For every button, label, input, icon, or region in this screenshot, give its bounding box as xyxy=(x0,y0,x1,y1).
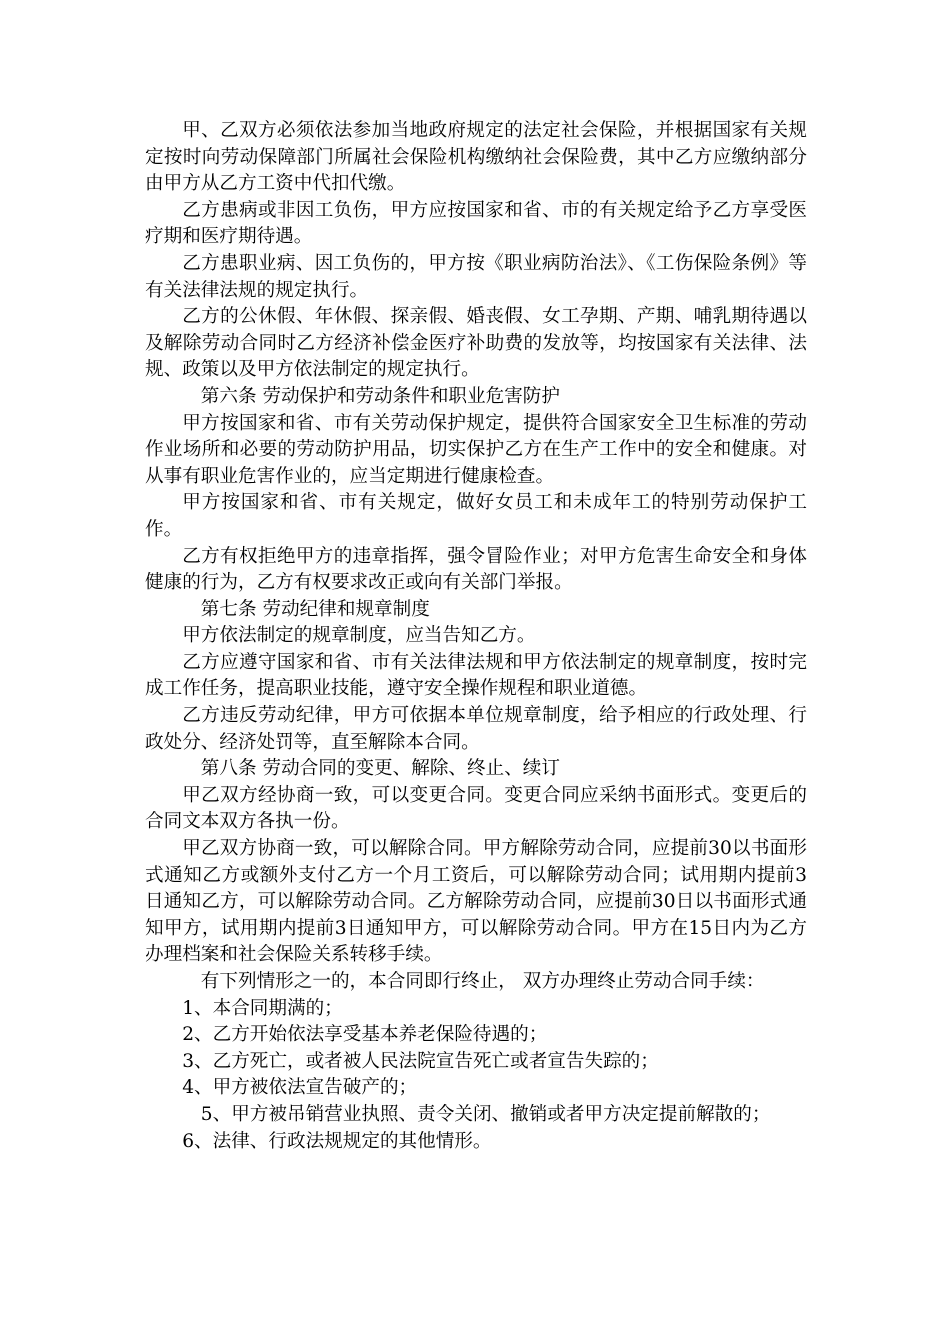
paragraph-female-workers: 甲方按国家和省、市有关规定，做好女员工和未成年工的特别劳动保护工作。 xyxy=(145,492,807,540)
paragraph-contract-change: 甲乙双方经协商一致，可以变更合同。变更合同应采纳书面形式。变更后的合同文本双方各执一份。 xyxy=(145,784,807,833)
document-body xyxy=(145,118,807,1155)
list-item-6: 6、法律、行政法规规定的其他情形。 xyxy=(182,1130,492,1152)
paragraph-discipline-violation: 乙方违反劳动纪律，甲方可依据本单位规章制度，给予相应的行政处理、行政处分、经济处罚等，直至解除本合同。 xyxy=(145,705,807,753)
paragraph-contract-termination: 甲乙双方协商一致，可以解除合同。甲方解除劳动合同，应提前30以书面形式通知乙方或额外支付乙方一个月工资后，可以解除劳动合同；试用期内提前3日通知乙方，可以解除劳动合同。乙方解除劳动合同，应提前30日以书面形式通知甲方，试用期内提前3日通知甲方，可以解除劳动合同。甲方在15日内为乙方办理档案和社会保险关系转移手续。 xyxy=(145,838,807,966)
paragraph-sick-leave: 乙方患病或非因工负伤，甲方应按国家和省、市的有关规定给予乙方享受医疗期和医疗期待遇。 xyxy=(145,199,807,248)
list-item-1: 1、本合同期满的； xyxy=(182,997,343,1019)
paragraph-holidays: 乙方的公休假、年休假、探亲假、婚丧假、女工孕期、产期、哺乳期待遇以及解除劳动合同时乙方经济补偿金医疗补助费的发放等，均按国家有关法律、法规、政策以及甲方依法制定的规定执行。 xyxy=(145,306,807,381)
list-item-3: 3、乙方死亡，或者被人民法院宣告死亡或者宣告失踪的； xyxy=(182,1050,659,1072)
paragraph-rules-notice: 甲方依法制定的规章制度，应当告知乙方。 xyxy=(182,625,536,647)
list-item-4: 4、甲方被依法宣告破产的； xyxy=(182,1077,418,1099)
article-7-heading: 第七条 劳动纪律和规章制度 xyxy=(200,598,430,620)
list-item-2: 2、乙方开始依法享受基本养老保险待遇的； xyxy=(182,1024,548,1046)
paragraph-termination-conditions: 有下列情形之一的，本合同即行终止， 双方办理终止劳动合同手续： xyxy=(200,971,765,992)
paragraph-social-insurance: 甲、乙双方必须依法参加当地政府规定的法定社会保险，并根据国家有关规定按时向劳动保障部门所属社会保险机构缴纳社会保险费，其中乙方应缴纳部分由甲方从乙方工资中代扣代缴。 xyxy=(145,120,807,195)
article-6-heading: 第六条 劳动保护和劳动条件和职业危害防护 xyxy=(200,385,560,407)
paragraph-refuse-violations: 乙方有权拒绝甲方的违章指挥，强令冒险作业；对甲方危害生命安全和身体健康的行为，乙方有权要求改正或向有关部门举报。 xyxy=(145,545,807,594)
paragraph-labor-protection: 甲方按国家和省、市有关劳动保护规定，提供符合国家安全卫生标准的劳动作业场所和必要的劳动防护用品，切实保护乙方在生产工作中的安全和健康。对从事有职业危害作业的，应当定期进行健康检查。 xyxy=(145,412,807,487)
paragraph-comply-rules: 乙方应遵守国家和省、市有关法律法规和甲方依法制定的规章制度，按时完成工作任务，提高职业技能，遵守安全操作规程和职业道德。 xyxy=(145,651,807,700)
list-item-5: 5、甲方被吊销营业执照、责令关闭、撤销或者甲方决定提前解散的； xyxy=(200,1103,771,1125)
article-8-heading: 第八条 劳动合同的变更、解除、终止、续订 xyxy=(200,758,560,780)
paragraph-occupational-disease: 乙方患职业病、因工负伤的，甲方按《职业病防治法》、《工伤保险条例》等有关法律法规的规定执行。 xyxy=(145,252,807,301)
